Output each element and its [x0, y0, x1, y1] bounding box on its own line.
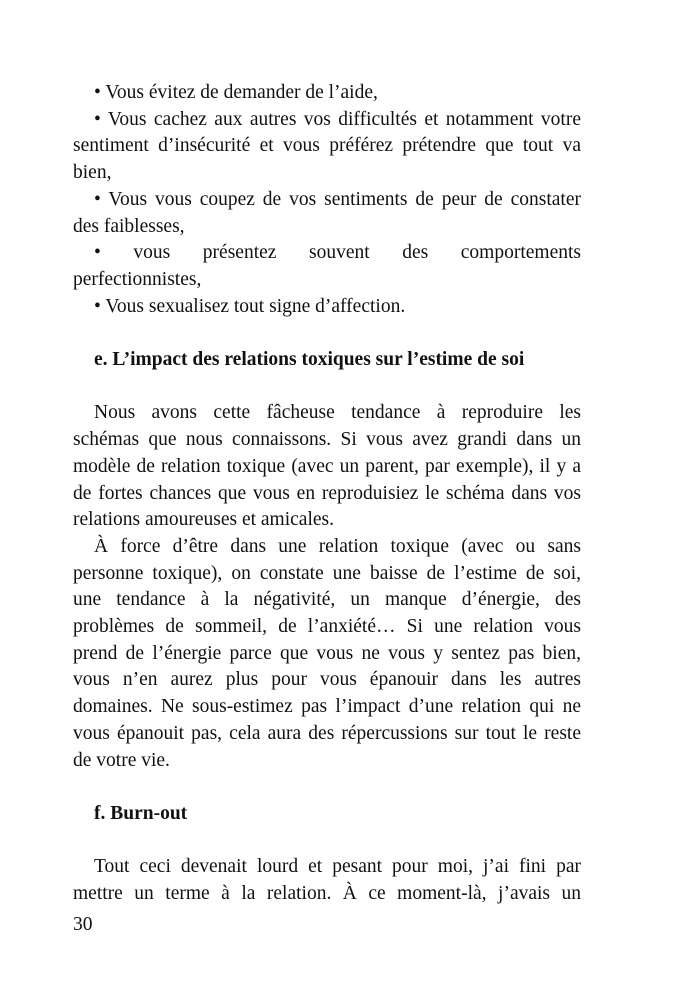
section-e-text: [73, 400, 581, 774]
text-line: modèle de relation toxique (avec un parent, par exemple), il y a: [73, 455, 581, 477]
text-line: prend de l’énergie parce que vous ne vous y sentez pas bien,: [73, 642, 581, 664]
text-line: problèmes de sommeil, de l’anxiété… Si une relation vous: [73, 616, 581, 638]
text-line: • Vous vous coupez de vos sentiments de peur de constater: [94, 188, 581, 210]
text-line: • Vous évitez de demander de l’aide,: [94, 82, 378, 103]
text-line: À force d’être dans une relation toxique (avec ou sans: [94, 535, 581, 557]
text-line: de fortes chances que vous en reproduisiez le schéma dans vos: [73, 482, 581, 504]
text-line: de votre vie.: [73, 749, 170, 771]
text-line: • Vous cachez aux autres vos difficultés et notamment votre: [94, 108, 581, 130]
text-line: Nous avons cette fâcheuse tendance à reproduire les: [94, 402, 581, 424]
text-line: schémas que nous connaissons. Si vous avez grandi dans un: [73, 429, 581, 451]
text-line: perfectionnistes,: [73, 268, 202, 290]
section-heading-f: f. Burn-out: [94, 802, 188, 824]
text-line: Tout ceci devenait lourd et pesant pour moi, j’ai fini par: [94, 856, 581, 878]
text-line: des faiblesses,: [73, 215, 185, 237]
text-line: personne toxique), on constate une baisse de l’estime de soi,: [73, 562, 581, 584]
text-line: vous épanouit pas, cela aura des répercussions sur tout le reste: [73, 722, 581, 744]
bullet-list: [73, 80, 581, 320]
section-heading-e: e. L’impact des relations toxiques sur l’estime de soi: [94, 349, 525, 371]
text-line: • vous présentez souvent des comportements: [94, 242, 581, 264]
text-line: mettre un terme à la relation. À ce moment-là, j’avais un: [73, 883, 581, 905]
text-line: vous n’en aurez plus pour vous épanouir dans les autres: [73, 669, 581, 691]
text-line: domaines. Ne sous-estimez pas l’impact d’une relation qui ne: [73, 696, 581, 718]
page-body: [73, 80, 581, 908]
text-line: bien,: [73, 162, 112, 184]
text-line: • Vous sexualisez tout signe d’affection.: [94, 295, 406, 317]
section-f-text: [73, 854, 581, 907]
text-line: relations amoureuses et amicales.: [73, 509, 334, 531]
text-line: une tendance à la négativité, un manque d’énergie, des: [73, 589, 581, 611]
text-line: sentiment d’insécurité et vous préférez prétendre que tout va: [73, 135, 581, 157]
page-number: 30: [73, 914, 93, 935]
